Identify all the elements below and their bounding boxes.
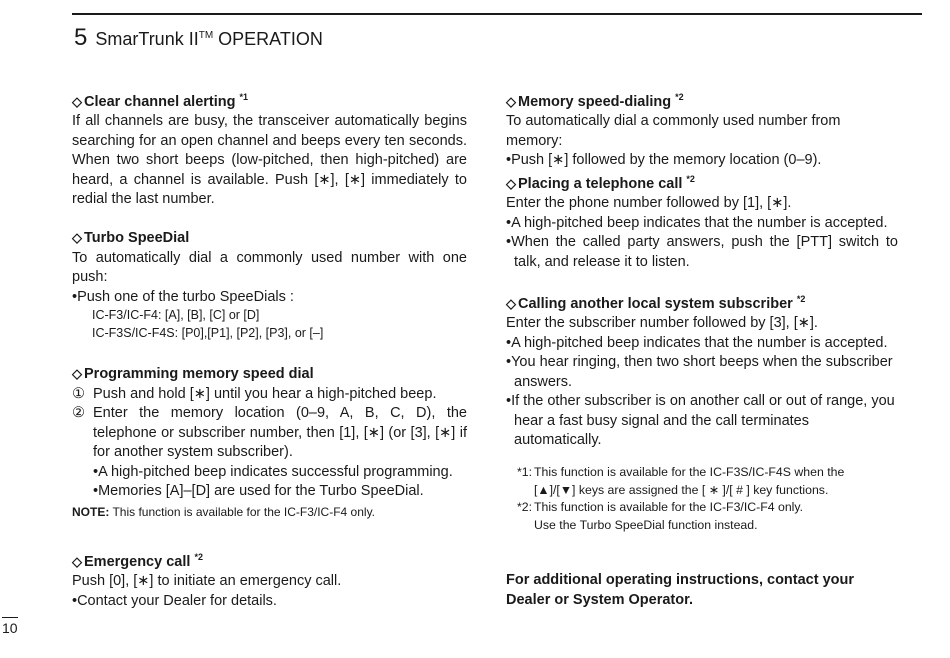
model-keys-line: IC-F3S/IC-F4S: [P0],[P1], [P2], [P3], or [–] — [92, 325, 324, 340]
chapter-number: 5 — [74, 24, 88, 51]
section-heading: ◇ Clear channel alerting $^{*1}$ — [72, 92, 249, 110]
section-body: Enter the subscriber number followed by [3], [∗]. — [506, 315, 818, 332]
section-body: If all channels are busy, the transceiver automatically begins searching for an open channel and beeps every ten seconds. When two short beeps (low-pitched, then high-pitched) are heard, a channel is available. Push [∗], [∗] immediately to redial the last number. — [72, 113, 467, 208]
section-body: To automatically dial a commonly used number from memory: — [506, 113, 841, 149]
chapter-heading — [74, 24, 323, 52]
section-telephone-call — [506, 170, 898, 272]
section-body: Push [0], [∗] to initiate an emergency call. — [72, 573, 342, 590]
step-number: ② — [72, 405, 85, 421]
closing-note: For additional operating instructions, contact your Dealer or System Operator. — [506, 572, 855, 608]
diamond-icon: ◇ — [72, 366, 82, 381]
bullet-item: •When the called party answers, push the [PTT] switch to talk, and release it to listen. — [506, 234, 898, 270]
step-number: ① — [72, 385, 85, 402]
footnote-continuation: Use the Turbo SpeeDial function instead. — [534, 517, 758, 532]
diamond-icon: ◇ — [506, 175, 516, 191]
section-clear-channel — [72, 88, 467, 210]
header-rule — [72, 13, 922, 15]
section-programming — [72, 364, 467, 521]
section-heading: ◇ Turbo SpeeDial — [72, 230, 190, 246]
diamond-icon: ◇ — [72, 230, 82, 245]
section-heading: ◇ Programming memory speed dial — [72, 366, 314, 382]
bullet-item: •Contact your Dealer for details. — [72, 592, 277, 609]
page-number-rule — [2, 617, 18, 618]
section-memory-speed-dialing — [506, 88, 898, 171]
bullet-item: •You hear ringing, then two short beeps when the subscriber answers. — [506, 354, 893, 390]
footnote-continuation: [▲]/[▼] keys are assigned the [ ∗ ]/[ # ] key functions. — [534, 482, 829, 497]
trademark-mark: TM — [198, 30, 214, 41]
section-turbo-speedial — [72, 228, 467, 342]
footnote: *1: This function is available for the IC-F3S/IC-F4S when the — [516, 465, 845, 479]
step-item: ① Push and hold [∗] until you hear a high-pitched beep. — [72, 385, 467, 405]
page-number: 10 — [2, 620, 18, 636]
footnotes — [506, 464, 898, 534]
diamond-icon: ◇ — [72, 93, 82, 109]
diamond-icon: ◇ — [72, 553, 82, 569]
section-heading: ◇ Emergency call $^{*2}$ — [72, 552, 203, 570]
bullet-item: •Memories [A]–[D] are used for the Turbo SpeeDial. — [93, 483, 424, 499]
section-body: Enter the phone number followed by [1], [∗]. — [506, 195, 792, 212]
diamond-icon: ◇ — [506, 295, 516, 311]
bullet-item: •Push [∗] followed by the memory location (0–9). — [506, 152, 822, 169]
bullet-item: •A high-pitched beep indicates successful programming. — [93, 463, 453, 480]
chapter-title-rest: OPERATION — [213, 29, 323, 49]
step-item: ② Enter the memory location (0–9, A, B, C, D), the telephone or subscriber number, then [1], [∗] (or [3], [∗] if for another system subscriber). — [72, 404, 467, 463]
diamond-icon: ◇ — [506, 93, 516, 109]
section-body: To automatically dial a commonly used number with one push: — [72, 249, 467, 285]
note: NOTE: This function is available for the IC-F3/IC-F4 only. — [72, 504, 376, 519]
section-emergency — [72, 548, 467, 611]
section-heading: ◇ Calling another local system subscriber $^{*2}$ — [506, 294, 806, 312]
section-heading: ◇ Memory speed-dialing $^{*2}$ — [506, 92, 684, 110]
bullet-item: •If the other subscriber is on another call or out of range, you hear a fast busy signal and the call terminates automatically. — [506, 393, 895, 449]
bullet-item: •A high-pitched beep indicates that the number is accepted. — [506, 214, 888, 231]
section-heading: ◇ Placing a telephone call $^{*2}$ — [506, 174, 695, 192]
bullet-item: •Push one of the turbo SpeeDials : — [72, 288, 294, 305]
section-local-subscriber — [506, 290, 898, 451]
footnote: *2: This function is available for the IC-F3/IC-F4 only. — [516, 500, 804, 514]
model-keys-line: IC-F3/IC-F4: [A], [B], [C] or [D] — [92, 308, 260, 322]
bullet-item: •A high-pitched beep indicates that the number is accepted. — [506, 334, 888, 351]
chapter-title: SmarTrunk II — [95, 29, 199, 49]
